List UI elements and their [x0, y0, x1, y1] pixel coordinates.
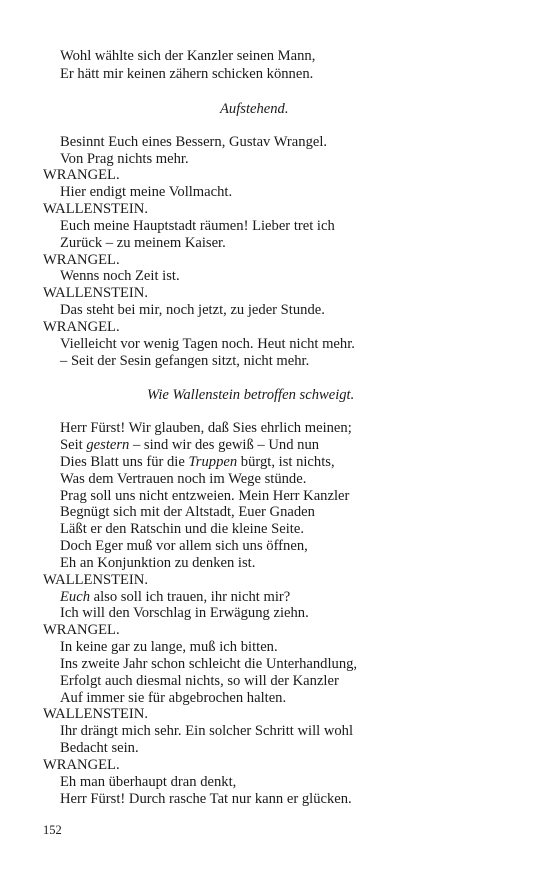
- verse-line: Auf immer sie für abgebrochen halten.: [60, 690, 287, 706]
- speaker-name: WALLENSTEIN.: [43, 706, 148, 722]
- verse-line: Wohl wählte sich der Kanzler seinen Mann,: [60, 48, 316, 64]
- verse-line: Seit gestern – sind wir des gewiß – Und nun: [60, 437, 320, 453]
- verse-line: Euch also soll ich trauen, ihr nicht mir?: [60, 589, 291, 605]
- verse-line: Prag soll uns nicht entzweien. Mein Herr Kanzler: [60, 488, 350, 504]
- verse-line: Bedacht sein.: [60, 740, 139, 756]
- verse-line: Das steht bei mir, noch jetzt, zu jeder Stunde.: [60, 302, 325, 318]
- speaker-name: WRANGEL.: [43, 622, 120, 638]
- stage-direction: Aufstehend.: [220, 101, 289, 117]
- stage-direction: Wie Wallenstein betroffen schweigt.: [147, 387, 355, 403]
- verse-line: Von Prag nichts mehr.: [60, 151, 189, 167]
- emphasis: gestern: [86, 437, 130, 453]
- verse-line: Euch meine Hauptstadt räumen! Lieber tret ich: [60, 218, 335, 234]
- verse-line: Zurück – zu meinem Kaiser.: [60, 235, 226, 251]
- verse-line: Herr Fürst! Wir glauben, daß Sies ehrlich meinen;: [60, 420, 352, 436]
- speaker-name: WRANGEL.: [43, 757, 120, 773]
- verse-line: In keine gar zu lange, muß ich bitten.: [60, 639, 278, 655]
- emphasis: Euch: [60, 589, 90, 605]
- verse-line: Ins zweite Jahr schon schleicht die Unterhandlung,: [60, 656, 358, 672]
- speaker-name: WRANGEL.: [43, 252, 120, 268]
- verse-line: Hier endigt meine Vollmacht.: [60, 184, 233, 200]
- speaker-name: WALLENSTEIN.: [43, 285, 148, 301]
- speaker-name: WALLENSTEIN.: [43, 572, 148, 588]
- speaker-name: WRANGEL.: [43, 167, 120, 183]
- verse-line: Was dem Vertrauen noch im Wege stünde.: [60, 471, 307, 487]
- verse-line: – Seit der Sesin gefangen sitzt, nicht mehr.: [60, 353, 310, 369]
- verse-line: Dies Blatt uns für die Truppen bürgt, ist nichts,: [60, 454, 335, 470]
- speaker-name: WALLENSTEIN.: [43, 201, 148, 217]
- verse-line: Besinnt Euch eines Bessern, Gustav Wrangel.: [60, 134, 328, 150]
- verse-line: Wenns noch Zeit ist.: [60, 268, 180, 284]
- verse-line: Ihr drängt mich sehr. Ein solcher Schritt will wohl: [60, 723, 354, 739]
- verse-line: Ich will den Vorschlag in Erwägung ziehn.: [60, 605, 309, 621]
- verse-line: Erfolgt auch diesmal nichts, so will der Kanzler: [60, 673, 339, 689]
- verse-line: Doch Eger muß vor allem sich uns öffnen,: [60, 538, 308, 554]
- speaker-name: WRANGEL.: [43, 319, 120, 335]
- emphasis: Truppen: [188, 454, 238, 470]
- verse-line: Er hätt mir keinen zähern schicken können.: [60, 66, 314, 82]
- verse-line: Eh an Konjunktion zu denken ist.: [60, 555, 256, 571]
- verse-line: Vielleicht vor wenig Tagen noch. Heut nicht mehr.: [60, 336, 355, 352]
- verse-line: Läßt er den Ratschin und die kleine Seite.: [60, 521, 304, 537]
- verse-line: Eh man überhaupt dran denkt,: [60, 774, 237, 790]
- page-number: 152: [43, 823, 62, 837]
- verse-line: Herr Fürst! Durch rasche Tat nur kann er glücken.: [60, 791, 352, 807]
- verse-line: Begnügt sich mit der Altstadt, Euer Gnaden: [60, 504, 315, 520]
